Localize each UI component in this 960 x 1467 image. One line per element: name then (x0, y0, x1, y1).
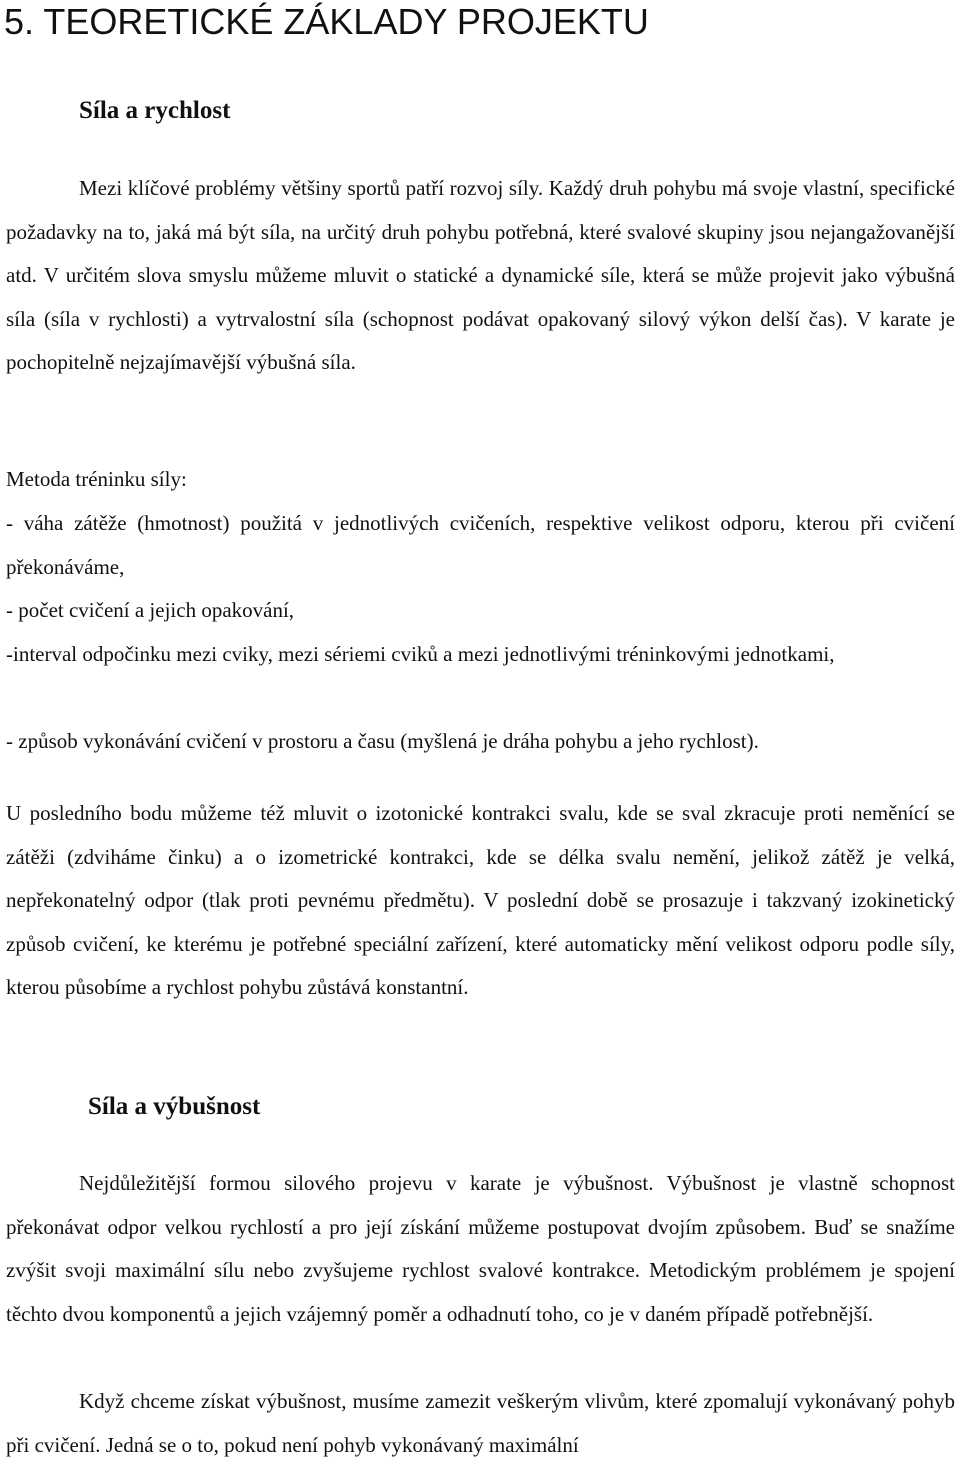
method-item-count: - počet cvičení a jejich opakování, (6, 598, 295, 622)
section-heading-sila-a-rychlost: Síla a rychlost (79, 97, 231, 124)
method-item-weight: - váha zátěže (hmotnost) použitá v jednotlivých cvičeních, respektive velikost odporu, kterou při cvičení překonáváme, (6, 511, 955, 579)
explosiveness-paragraph: Nejdůležitější formou silového projevu v karate je výbušnost. Výbušnost je vlastně schopnost překonávat odpor velkou rychlostí a pro její získání můžeme postupovat dvojím způsobem. Buď se snažíme zvýšit svoji maximální sílu nebo zvyšujeme rychlost svalové kontrakce. Metodickým problémem je spojení těchto dvou komponentů a jejich vzájemný poměr a odhadnutí toho, co je v daném případě potřebnější. (6, 1171, 955, 1326)
contraction-paragraph: U posledního bodu můžeme též mluvit o izotonické kontrakci svalu, kde se sval zkracuje proti neměnící se zátěži (zdviháme činku) a o izometrické kontrakci, kde se délka svalu nemění, jelikož zátěž je velká, nepřekonatelný odpor (tlak proti pevnému předmětu). V poslední době se prosazuje i takzvaný izokinetický způsob cvičení, ke kterému je potřebné speciální zařízení, které automaticky mění velikost odporu podle síly, kterou působíme a rychlost pohybu zůstává konstantní. (6, 801, 955, 999)
method-label: Metoda tréninku síly: (6, 467, 187, 491)
method-item-interval: -interval odpočinku mezi cviky, mezi sériemi cviků a mezi jednotlivými tréninkovými jednotkami, (6, 642, 835, 666)
section-heading-sila-a-vybusnost: Síla a výbušnost (88, 1093, 261, 1120)
method-item-execution: - způsob vykonávání cvičení v prostoru a času (myšlená je dráha pohybu a jeho rychlost). (6, 729, 759, 753)
explosiveness-continuation-paragraph: Když chceme získat výbušnost, musíme zamezit veškerým vlivům, které zpomalují vykonávaný pohyb při cvičení. Jedná se o to, pokud není pohyb vykonávaný maximální (6, 1389, 955, 1457)
intro-paragraph: Mezi klíčové problémy většiny sportů patří rozvoj síly. Každý druh pohybu má svoje vlastní, specifické požadavky na to, jaká má být síla, na určitý druh pohybu potřebná, které svalové skupiny jsou nejangažovanější atd. V určitém slova smyslu můžeme mluvit o statické a dynamické síle, která se může projevit jako výbušná síla (síla v rychlosti) a vytrvalostní síla (schopnost podávat opakovaný silový výkon delší čas). V karate je pochopitelně nejzajímavější výbušná síla. (6, 176, 955, 374)
chapter-title: 5. TEORETICKÉ ZÁKLADY PROJEKTU (4, 1, 649, 42)
